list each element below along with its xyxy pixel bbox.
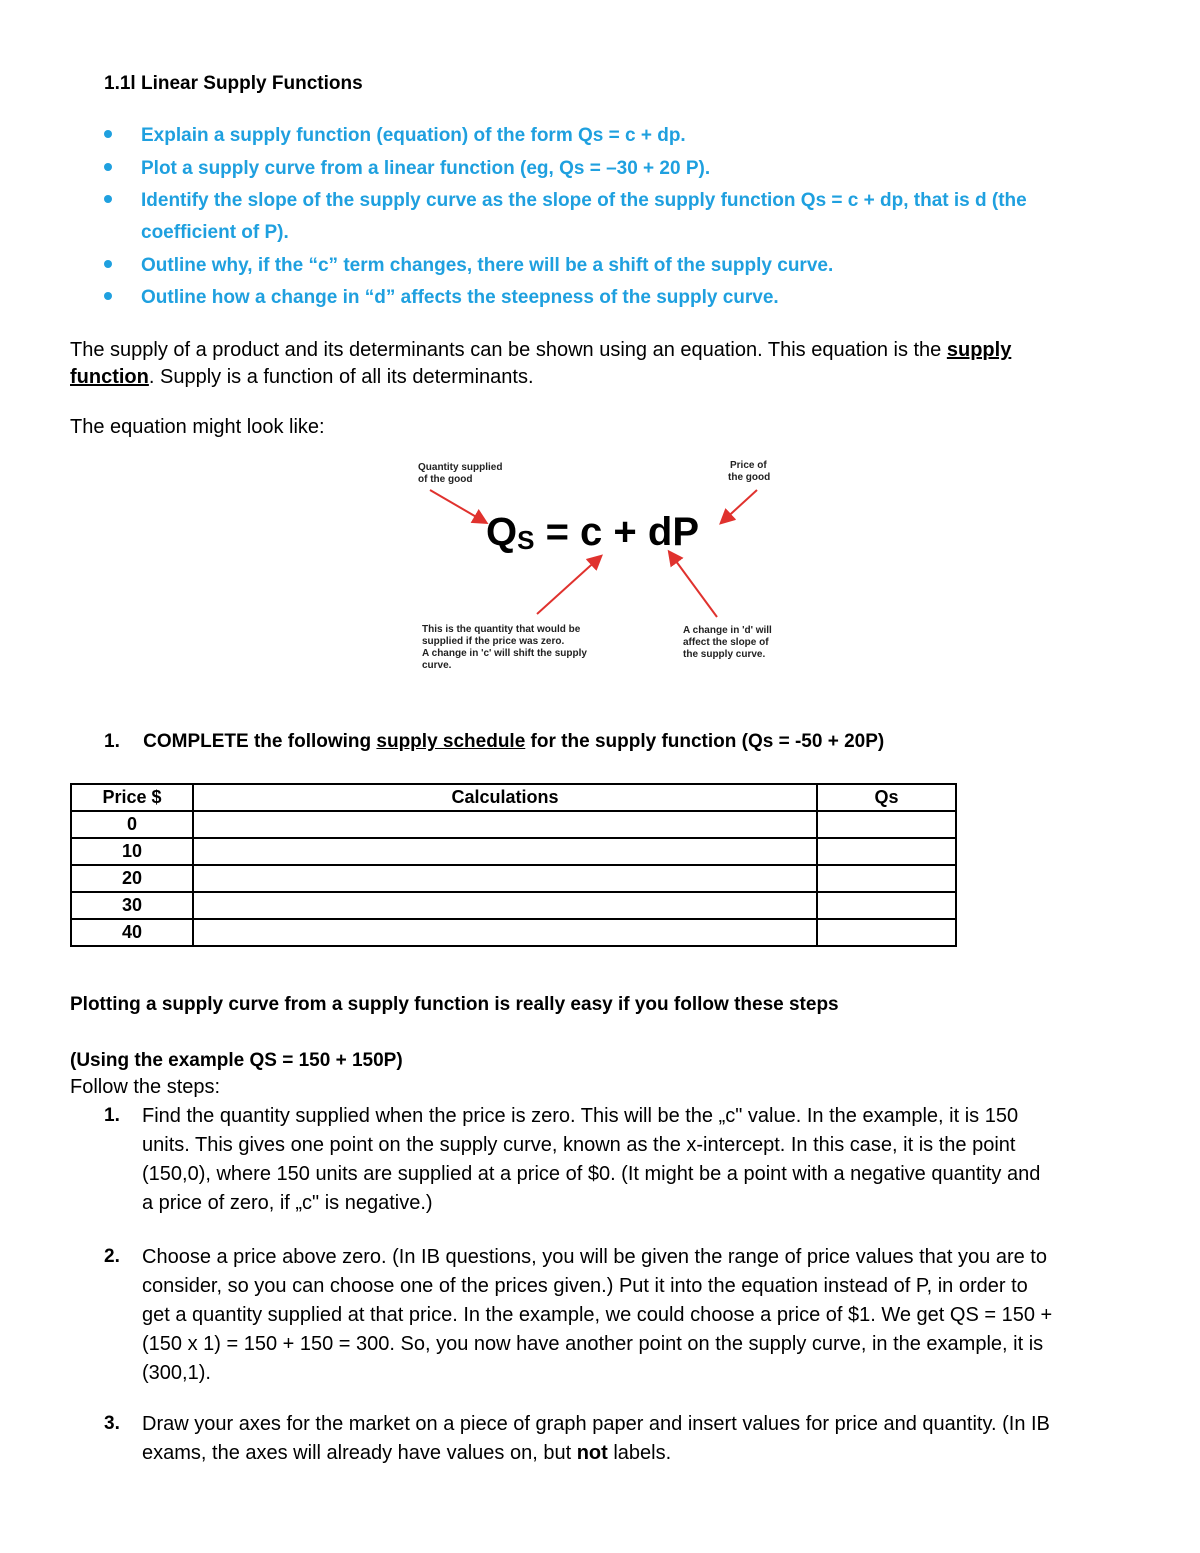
arrow-qs <box>430 490 485 522</box>
step-line: a price of zero, if „c" is negative.) <box>142 1192 433 1214</box>
eq-rest: = c + dP <box>534 510 699 554</box>
d-note-line: A change in 'd' will <box>683 625 772 636</box>
c-note <box>422 624 587 672</box>
function-term: function <box>70 366 149 388</box>
calculation-cell[interactable] <box>193 892 817 919</box>
step-number: 3. <box>104 1413 120 1434</box>
intro-text: . Supply is a function of all its determinants. <box>148 366 534 388</box>
c-note-line: A change in 'c' will shift the supply <box>422 648 587 659</box>
qs-cell[interactable] <box>817 811 956 838</box>
objective-text: Explain a supply function (equation) of the form Qs = c + dp. <box>141 125 686 146</box>
eq-subscript: S <box>517 525 535 555</box>
supply-term: supply <box>946 339 1012 361</box>
price-label-line: Price of <box>730 460 767 471</box>
step-line: units. This gives one point on the supply curve, known as the x-intercept. In this case, it is the point <box>142 1134 1016 1156</box>
qs-label-line: Quantity supplied <box>418 462 503 473</box>
step-line: Choose a price above zero. (In IB questions, you will be given the range of price values that you are to <box>142 1246 1047 1268</box>
objective-text: Plot a supply curve from a linear function (eg, Qs = –30 + 20 P). <box>141 158 711 179</box>
objective-text: Identify the slope of the supply curve as the slope of the supply function Qs = c + dp, that is d (the <box>141 190 1027 211</box>
price-cell: 0 <box>71 811 193 838</box>
qs-cell[interactable] <box>817 838 956 865</box>
section-heading: 1.1l Linear Supply Functions <box>104 73 363 94</box>
step-line: exams, the axes will already have values on, but <box>142 1442 577 1464</box>
step-line: get a quantity supplied at that price. In the example, we could choose a price of $1. We get QS = 150 + <box>142 1304 1053 1326</box>
question-text: COMPLETE the following <box>143 731 377 752</box>
equation-intro: The equation might look like: <box>70 416 325 438</box>
question-underlined: supply schedule <box>376 731 526 752</box>
table-row <box>71 919 956 946</box>
step-3-text <box>142 1410 1050 1468</box>
step-line: Find the quantity supplied when the price is zero. This will be the „c" value. In the example, it is 150 <box>142 1105 1019 1127</box>
d-note-line: affect the slope of <box>683 637 769 648</box>
step-line: (150 x 1) = 150 + 150 = 300. So, you now have another point on the supply curve, in the example, it is <box>142 1333 1044 1355</box>
intro-text: The supply of a product and its determinants can be shown using an equation. This equation is the <box>70 339 947 361</box>
calculation-cell[interactable] <box>193 919 817 946</box>
plotting-title: Plotting a supply curve from a supply function is really easy if you follow these steps <box>70 994 839 1015</box>
step-line-tail: labels. <box>607 1442 672 1464</box>
step-2-text <box>142 1243 1052 1388</box>
step-number: 2. <box>104 1246 120 1267</box>
arrow-d <box>670 553 717 617</box>
calculation-cell[interactable] <box>193 865 817 892</box>
step-bold-word: not <box>576 1442 608 1464</box>
arrows-overlay <box>0 0 1200 700</box>
c-note-line: supplied if the price was zero. <box>422 636 565 647</box>
table-row <box>71 865 956 892</box>
d-note-line: the supply curve. <box>683 649 766 660</box>
objective-text: Outline why, if the “c” term changes, there will be a shift of the supply curve. <box>141 255 834 276</box>
step-line: (300,1). <box>142 1362 211 1384</box>
header-price: Price $ <box>71 784 193 811</box>
price-label-line: the good <box>728 472 771 483</box>
table-row <box>71 838 956 865</box>
objective-text: Outline how a change in “d” affects the steepness of the supply curve. <box>141 287 779 308</box>
calculation-cell[interactable] <box>193 811 817 838</box>
price-cell: 30 <box>71 892 193 919</box>
qs-cell[interactable] <box>817 892 956 919</box>
step-line: consider, so you can choose one of the prices given.) Put it into the equation instead of P, in order to <box>142 1275 1028 1297</box>
follow-steps: Follow the steps: <box>70 1076 221 1098</box>
objective-text: coefficient of P). <box>141 222 289 243</box>
qs-cell[interactable] <box>817 919 956 946</box>
qs-label-line: of the good <box>418 474 473 485</box>
calculation-cell[interactable] <box>193 838 817 865</box>
eq-q: Q <box>486 510 518 554</box>
question-text: for the supply function (Qs = -50 + 20P) <box>525 731 885 752</box>
price-cell: 10 <box>71 838 193 865</box>
supply-schedule-table <box>70 783 957 947</box>
arrow-c <box>537 557 600 614</box>
price-cell: 40 <box>71 919 193 946</box>
step-line: Draw your axes for the market on a piece of graph paper and insert values for price and quantity. (In IB <box>142 1413 1050 1435</box>
question-1 <box>104 731 884 753</box>
step-line-last <box>142 1439 1050 1468</box>
table-header-row <box>71 784 956 811</box>
c-note-line: This is the quantity that would be <box>422 624 581 635</box>
c-note-line: curve. <box>422 660 452 671</box>
price-cell: 20 <box>71 865 193 892</box>
table-row <box>71 811 956 838</box>
d-note <box>683 625 772 661</box>
plotting-example: (Using the example QS = 150 + 150P) <box>70 1050 403 1071</box>
header-calculations: Calculations <box>193 784 817 811</box>
table-row <box>71 892 956 919</box>
qs-cell[interactable] <box>817 865 956 892</box>
step-number: 1. <box>104 1105 120 1126</box>
step-line: (150,0), where 150 units are supplied at a price of $0. (It might be a point with a negative quantity and <box>142 1163 1041 1185</box>
step-1-text <box>142 1102 1040 1218</box>
question-number: 1. <box>104 731 120 752</box>
arrow-price <box>722 490 757 522</box>
header-qs: Qs <box>817 784 956 811</box>
